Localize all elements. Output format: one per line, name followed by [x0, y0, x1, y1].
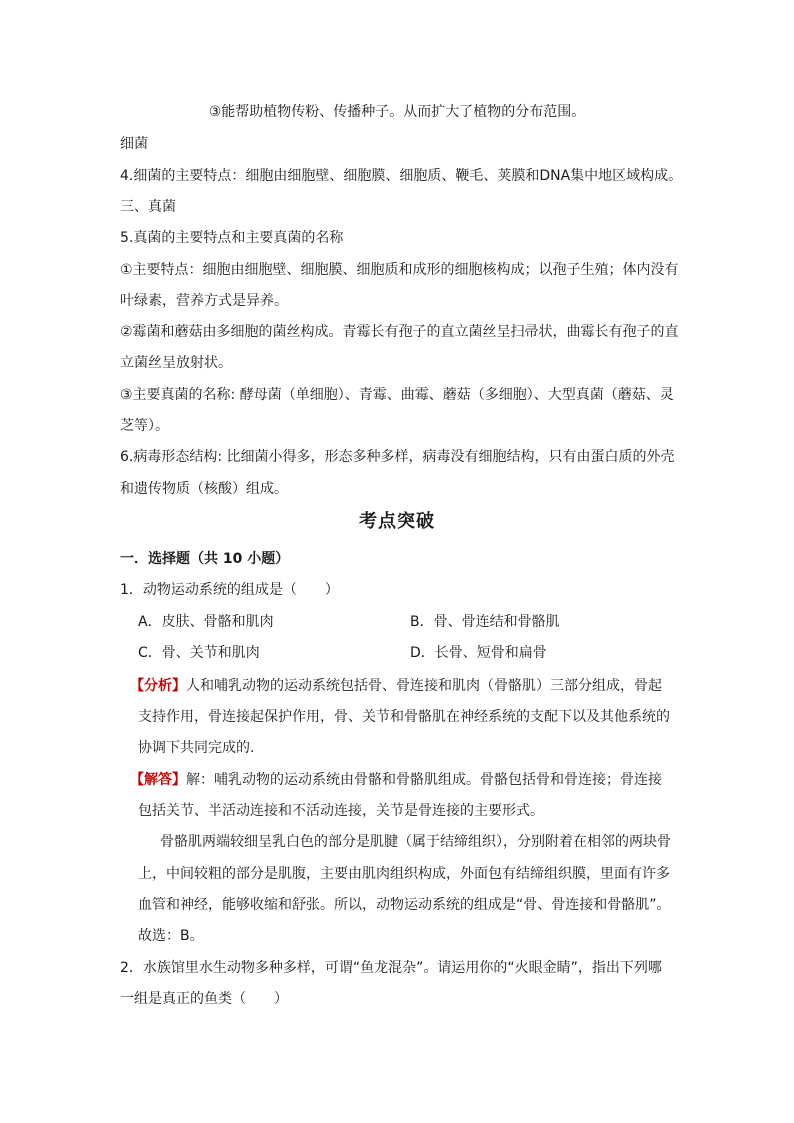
text-line: 芝等）。 — [120, 418, 169, 434]
option-a: A．皮肤、骨骼和肌肉 — [138, 614, 274, 630]
text-line: 和遗传物质（核酸）组成。 — [120, 481, 288, 497]
text-line: 4.细菌的主要特点：细胞由细胞壁、细胞膜、细胞质、鞭毛、荚膜和DNA集中地区域构成。 — [120, 168, 683, 184]
text-line: ③主要真菌的名称: 酵母菌（单细胞）、青霉、曲霉、蘑菇（多细胞）、大型真菌（蘑菇、灵 — [120, 387, 674, 403]
answer-text: 解：哺乳动物的运动系统由骨骼和骨骼肌组成。骨骼包括骨和骨连接；骨连接 — [186, 772, 662, 788]
text-line: ③能帮助植物传粉、传播种子。从而扩大了植物的分布范围。 — [208, 104, 586, 120]
text-line: 6.病毒形态结构: 比细菌小得多，形态多种多样，病毒没有细胞结构，只有由蛋白质的外壳 — [120, 449, 675, 465]
text-line: ②霉菌和蘑菇由多细胞的菌丝构成。青霉长有孢子的直立菌丝呈扫帚状，曲霉长有孢子的直 — [120, 324, 679, 340]
text-line: 细菌 — [120, 136, 148, 152]
answer-line — [130, 770, 662, 790]
answer-line: 血管和神经，能够收缩和舒张。所以，动物运动系统的组成是“骨、骨连接和骨骼肌”。 — [138, 897, 671, 913]
analysis-line — [130, 676, 662, 696]
analysis-text: 人和哺乳动物的运动系统包括骨、骨连接和肌肉（骨骼肌）三部分组成，骨起 — [186, 678, 662, 694]
answer-line: 故选：B。 — [138, 928, 204, 944]
answer-line: 包括关节、半活动连接和不活动连接，关节是骨连接的主要形式。 — [138, 803, 544, 819]
option-d: D．长骨、短骨和扁骨 — [410, 645, 547, 661]
option-b: B．骨、骨连结和骨骼肌 — [410, 614, 560, 630]
option-c: C．骨、关节和肌肉 — [138, 645, 260, 661]
answer-tag: 【解答】 — [130, 772, 186, 788]
answer-line: 上，中间较粗的部分是肌腹，主要由肌肉组织构成，外面包有结缔组织膜，里面有许多 — [138, 866, 670, 882]
question-stem: 1．动物运动系统的组成是（ ） — [120, 582, 339, 598]
text-line: 三、真菌 — [120, 199, 176, 215]
text-line: 5.真菌的主要特点和主要真菌的名称 — [120, 230, 344, 246]
analysis-tag: 【分析】 — [130, 678, 186, 694]
text-line: ①主要特点：细胞由细胞壁、细胞膜、细胞质和成形的细胞核构成；以孢子生殖；体内没有 — [120, 262, 679, 278]
question-stem: 一组是真正的鱼类（ ） — [120, 991, 288, 1007]
text-line: 立菌丝呈放射状。 — [120, 355, 232, 371]
analysis-line: 支持作用，骨连接起保护作用，骨、关节和骨骼肌在神经系统的支配下以及其他系统的 — [138, 709, 670, 725]
section-title: 考点突破 — [359, 511, 435, 532]
section-heading: 一．选择题（共 10 小题） — [120, 551, 290, 567]
question-stem: 2．水族馆里水生动物多种多样，可谓“鱼龙混杂”。请运用你的“火眼金睛”，指出下列哪 — [120, 960, 662, 976]
text-line: 叶绿素，营养方式是异养。 — [120, 293, 288, 309]
analysis-line: 协调下共同完成的. — [138, 740, 255, 756]
answer-line: 骨骼肌两端较细呈乳白色的部分是肌腱（属于结缔组织），分别附着在相邻的两块骨 — [160, 834, 671, 850]
